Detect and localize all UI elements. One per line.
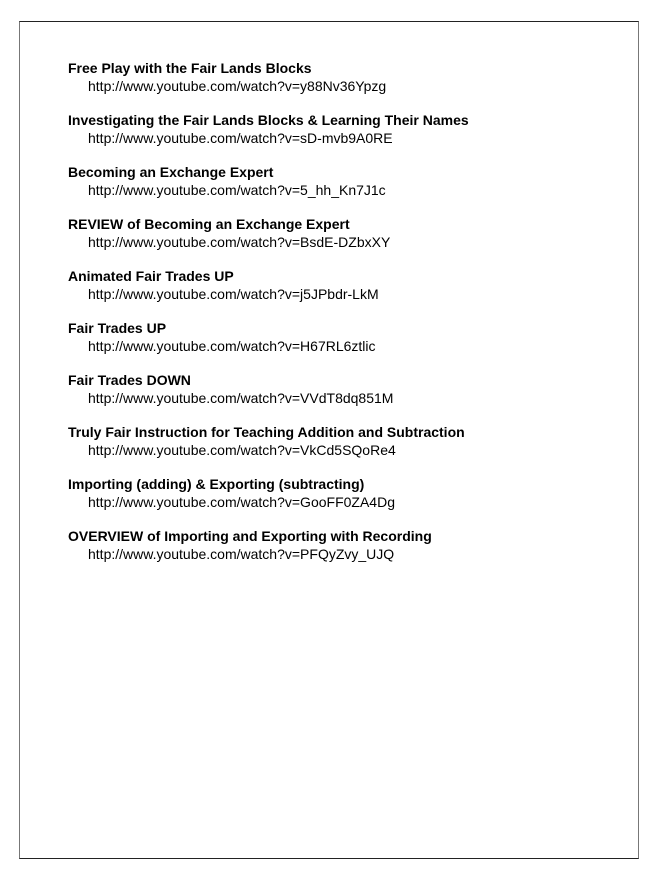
video-title: Free Play with the Fair Lands Blocks: [68, 60, 312, 76]
video-title: Importing (adding) & Exporting (subtracting): [68, 476, 365, 492]
document-page: [19, 21, 639, 859]
video-title: Investigating the Fair Lands Blocks & Learning Their Names: [68, 112, 469, 128]
list-item: [68, 527, 469, 563]
video-title: Truly Fair Instruction for Teaching Addition and Subtraction: [68, 424, 465, 440]
video-title: Fair Trades DOWN: [68, 372, 191, 388]
video-link[interactable]: http://www.youtube.com/watch?v=BsdE-DZbxXY: [88, 234, 391, 250]
video-link[interactable]: http://www.youtube.com/watch?v=VVdT8dq851M: [88, 390, 394, 406]
video-title: Animated Fair Trades UP: [68, 268, 234, 284]
video-link[interactable]: http://www.youtube.com/watch?v=y88Nv36Ypzg: [88, 78, 387, 94]
list-item: [68, 267, 469, 303]
video-list: [68, 59, 469, 579]
video-title: REVIEW of Becoming an Exchange Expert: [68, 216, 350, 232]
video-link[interactable]: http://www.youtube.com/watch?v=sD-mvb9A0RE: [88, 130, 393, 146]
video-link[interactable]: http://www.youtube.com/watch?v=VkCd5SQoRe4: [88, 442, 396, 458]
list-item: [68, 371, 469, 407]
video-title: Becoming an Exchange Expert: [68, 164, 274, 180]
video-link[interactable]: http://www.youtube.com/watch?v=j5JPbdr-LkM: [88, 286, 379, 302]
video-link[interactable]: http://www.youtube.com/watch?v=5_hh_Kn7J1c: [88, 182, 386, 198]
list-item: [68, 319, 469, 355]
video-title: Fair Trades UP: [68, 320, 167, 336]
list-item: [68, 475, 469, 511]
list-item: [68, 163, 469, 199]
list-item: [68, 111, 469, 147]
video-link[interactable]: http://www.youtube.com/watch?v=GooFF0ZA4Dg: [88, 494, 395, 510]
list-item: [68, 59, 469, 95]
list-item: [68, 215, 469, 251]
video-link[interactable]: http://www.youtube.com/watch?v=H67RL6ztlic: [88, 338, 376, 354]
video-link[interactable]: http://www.youtube.com/watch?v=PFQyZvy_UJQ: [88, 546, 395, 562]
video-title: OVERVIEW of Importing and Exporting with Recording: [68, 528, 432, 544]
list-item: [68, 423, 469, 459]
